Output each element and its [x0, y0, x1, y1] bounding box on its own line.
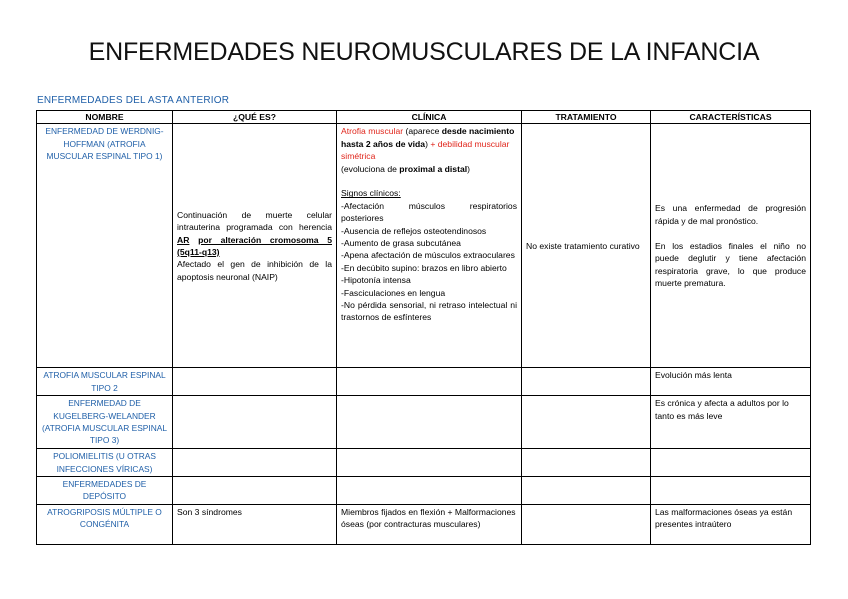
features-p2: En los estadios finales el niño no puede deglutir y tiene afectación respiratoria grave, lo que produce muerte prematura.	[655, 240, 806, 288]
list-item: -Afectación músculos respiratorios posteriores	[341, 200, 517, 224]
header-treatment: TRATAMIENTO	[522, 111, 651, 124]
clinic-desde: desde nacimiento hasta 2 años de vida	[341, 126, 515, 149]
what-ar: AR	[177, 234, 190, 245]
row-name: ENFERMEDAD DE KUGELBERG-WELANDER (ATROFIA MUSCULAR ESPINAL TIPO 3)	[37, 396, 173, 449]
row-features	[651, 449, 811, 477]
row-name: ATROFIA MUSCULAR ESPINAL TIPO 2	[37, 368, 173, 396]
table-row	[37, 124, 811, 368]
table-row	[37, 396, 811, 449]
list-item: -Hipotonía intensa	[341, 275, 411, 286]
row-name: ATROGRIPOSIS MÚLTIPLE O CONGÉNITA	[37, 504, 173, 544]
row-features	[651, 124, 811, 368]
row-features	[651, 477, 811, 505]
row-what: Son 3 síndromes	[173, 504, 337, 544]
clinic-debilidad: debilidad muscular simétrica	[341, 138, 510, 162]
row-treatment	[522, 396, 651, 449]
row-features: Las malformaciones óseas ya están presentes intraútero	[651, 504, 811, 544]
row-clinic	[337, 368, 522, 396]
list-item: -Ausencia de reflejos osteotendinosos	[341, 225, 487, 236]
row-treatment	[522, 368, 651, 396]
table-row	[37, 477, 811, 505]
row-treatment: No existe tratamiento curativo	[522, 124, 651, 368]
row-what	[173, 396, 337, 449]
table-row	[37, 449, 811, 477]
what-chromosome: por alteración cromosoma 5 (5q11-q13)	[177, 234, 332, 257]
what-gene: Afectado el gen de inhibición de la apoptosis neuronal (NAIP)	[177, 259, 332, 282]
row-treatment	[522, 477, 651, 505]
diseases-table	[36, 110, 811, 545]
list-item: -Apena afectación de músculos extraoculares	[341, 250, 515, 261]
clinic-evoluciona-close: )	[467, 163, 470, 174]
row-name: POLIOMIELITIS (U OTRAS INFECCIONES VÍRICAS)	[37, 449, 173, 477]
page-title: ENFERMEDADES NEUROMUSCULARES DE LA INFANCIA	[88, 38, 760, 66]
row-treatment	[522, 449, 651, 477]
clinic-plus: +	[430, 138, 436, 149]
row-name: ENFERMEDADES DE DEPÓSITO	[37, 477, 173, 505]
clinic-atrofia: Atrofia muscular	[341, 126, 404, 137]
features-p1: Es una enfermedad de progresión rápida y de mal pronóstico.	[655, 203, 806, 226]
row-clinic: Miembros fijados en flexión + Malformaciones óseas (por contracturas musculares)	[337, 504, 522, 544]
clinic-aparece-close: )	[425, 138, 431, 149]
header-clinic: CLÍNICA	[337, 111, 522, 124]
table-row	[37, 368, 811, 396]
list-item: -Aumento de grasa subcutánea	[341, 238, 461, 249]
header-what: ¿QUÉ ES?	[173, 111, 337, 124]
row-what	[173, 368, 337, 396]
row-what	[173, 477, 337, 505]
header-features: CARACTERÍSTICAS	[651, 111, 811, 124]
clinic-signos-title: Signos clínicos:	[341, 188, 401, 199]
row-features: Evolución más lenta	[651, 368, 811, 396]
row-treatment	[522, 504, 651, 544]
row-clinic	[337, 396, 522, 449]
row-name: ENFERMEDAD DE WERDNIG-HOFFMAN (ATROFIA MUSCULAR ESPINAL TIPO 1)	[37, 124, 173, 368]
clinic-evoluciona-open: (evoluciona de	[341, 163, 400, 174]
row-clinic	[337, 124, 522, 368]
table-row	[37, 504, 811, 544]
row-what	[173, 124, 337, 368]
clinic-aparece-open: (aparece	[403, 126, 442, 137]
section-label: ENFERMEDADES DEL ASTA ANTERIOR	[37, 95, 230, 106]
what-text: Continuación de muerte celular intrauterina programada con herencia	[177, 209, 332, 233]
header-name: NOMBRE	[37, 111, 173, 124]
list-item: -Fasciculaciones en lengua	[341, 287, 446, 298]
clinic-proximal: proximal a distal	[399, 163, 468, 174]
row-clinic	[337, 477, 522, 505]
list-item: -En decúbito supino: brazos en libro abierto	[341, 262, 507, 273]
row-features: Es crónica y afecta a adultos por lo tanto es más leve	[651, 396, 811, 449]
row-clinic	[337, 449, 522, 477]
table-header-row	[37, 111, 811, 124]
list-item: -No pérdida sensorial, ni retraso intelectual ni trastornos de esfínteres	[341, 300, 517, 323]
row-what	[173, 449, 337, 477]
